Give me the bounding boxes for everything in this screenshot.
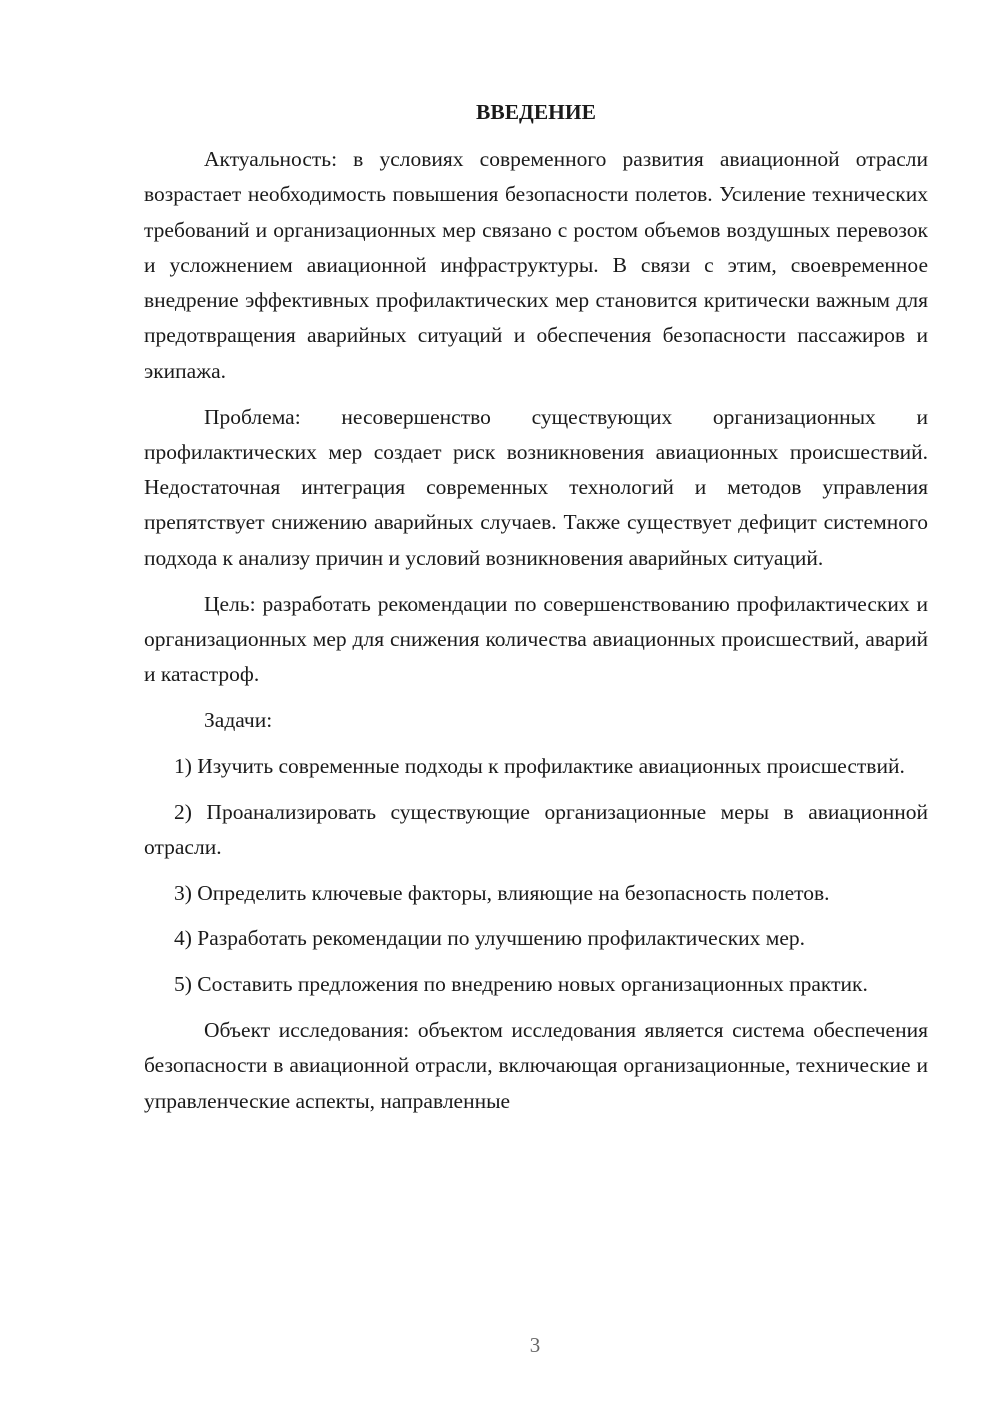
task-item: 5) Составить предложения по внедрению новых организационных практик.: [174, 972, 868, 997]
task-item: 2) Проанализировать существующие организационные меры в авиационной отрасли.: [144, 799, 928, 859]
paragraph-problem: Проблема: несовершенство существующих организационных и профилактических мер создает риск возникновения авиационных происшествий. Недостаточная интеграция современных технологий и методов управления препятствует снижению аварийных случаев. Также существует дефицит системного подхода к анализу причин и условий возникновения аварийных ситуаций.: [144, 404, 928, 570]
paragraph-goal: Цель: разработать рекомендации по совершенствованию профилактических и организационных мер для снижения количества авиационных происшествий, аварий и катастроф.: [144, 591, 928, 687]
section-title: ВВЕДЕНИЕ: [476, 100, 596, 124]
page-number: 3: [529, 1333, 541, 1357]
task-item: 1) Изучить современные подходы к профилактике авиационных происшествий.: [174, 753, 905, 778]
task-item: 4) Разработать рекомендации по улучшению профилактических мер.: [174, 926, 806, 951]
paragraph-relevance: Актуальность: в условиях современного развития авиационной отрасли возрастает необходимость повышения безопасности полетов. Усиление технических требований и организационных мер связано с ростом объемов воздушных перевозок и усложнением авиационной инфраструктуры. В связи с этим, своевременное внедрение эффективных профилактических мер становится критически важным для предотвращения аварийных ситуаций и обеспечения безопасности пассажиров и экипажа.: [144, 147, 928, 383]
tasks-heading: Задачи:: [204, 707, 273, 732]
page-content: [144, 95, 928, 1119]
task-item: 3) Определить ключевые факторы, влияющие на безопасность полетов.: [174, 880, 830, 905]
paragraph-object: Объект исследования: объектом исследования является система обеспечения безопасности в авиационной отрасли, включающая организационные, технические и управленческие аспекты, направленные: [144, 1018, 928, 1113]
